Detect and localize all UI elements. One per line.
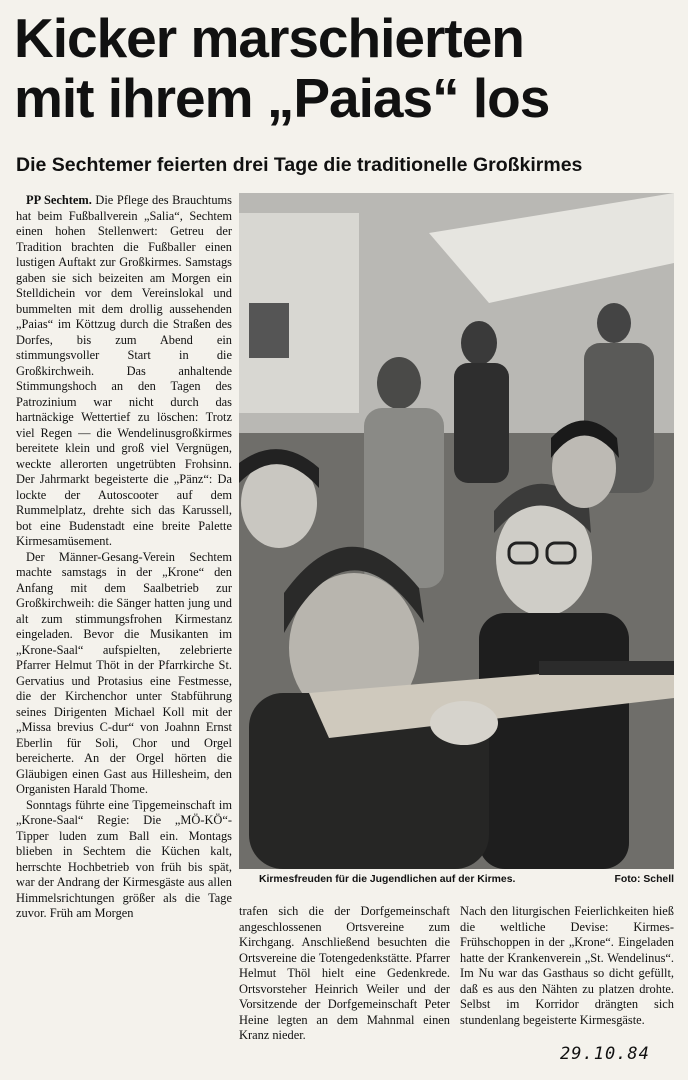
article-paragraph-1: [16, 193, 232, 550]
headline: [14, 8, 678, 128]
photo-window: [249, 303, 289, 358]
article-paragraph-2: Der Männer-Gesang-Verein Sechtem machte samstags in der „Krone“ den Anfang mit dem Saalbetrieb zur Großkirchweih: die Sänger hatten jung und alt zum stimmungsfrohen Kirmestanz eingeladen. Bevor die Musikanten im „Krone-Saal“ aufspielten, zelebrierte Pfarrer Helmut Thöt in der Pfarrkirche St. Gervatius und Protasius eine Festmesse, die der Kirchenchor unter Stabführung seines Dirigenten Michael Koll mit der „Missa brevius C-dur“ von Joahnn Ernst Eberlin für Soli, Chor und Orgel bereicherte. An der Orgel hörten die Gläubigen einen Gast aus Hillesheim, den Organisten Harald Thome.: [16, 549, 232, 796]
photo-illustration: [239, 193, 674, 869]
photo-boy-head: [377, 357, 421, 409]
photo-boy-glasses-jacket: [479, 613, 629, 869]
photo-credit: Foto: Schell: [614, 874, 674, 885]
handwritten-date: 29.10.84: [560, 1044, 650, 1064]
photo-hand: [430, 701, 498, 745]
photo-rifle-barrel: [539, 661, 674, 675]
article-column-3: [460, 904, 674, 1028]
article-paragraph-5: Nach den liturgischen Feierlichkeiten hieß die weltliche Devise: Kirmes-Frühschoppen in der „Krone“. Eingeladen hatte der Krankenverein „St. Wendelinus“. Im Nu war das Gasthaus so dicht gefüllt, daß es aus den Nähten zu platzen drohte. Selbst im Korridor drängten sich stundenlang begeisterte Kirmesgäste.: [460, 904, 674, 1027]
subheadline: Die Sechtemer feierten drei Tage die traditionelle Großkirmes: [16, 154, 583, 176]
article-paragraph-4: trafen sich die der Dorfgemeinschaft angeschlossenen Ortsvereine zum Kirchgang. Anschließend besuchten die Ortsvereine die Totengedenkstätte. Pfarrer Helmut Thöl hielt eine Gedenkrede. Ortsvorsteher Heinrich Weiler und der Vorsitzende der Dorfgemeinschaft Peter Heine legten an dem Mahnmal einen Kranz nieder.: [239, 904, 450, 1042]
article-photo: [239, 193, 674, 869]
headline-line-1: Kicker marschierten: [14, 7, 524, 69]
article-paragraph-3: Sonntags führte eine Tipgemeinschaft im „Krone-Saal“ Regie: Die „MÖ-KÖ“-Tipper luden zum Ball ein. Montags blieben in Sechtem die Küchen kalt, herrschte Hochbetrieb von früh bis spät, war der Andrang der Kirmesgäste aus allen Himmelsrichtungen größer als die Tage zuvor. Früh am Morgen: [16, 797, 232, 920]
photo-person-head: [461, 321, 497, 365]
article-dateline: PP Sechtem.: [26, 193, 92, 207]
photo-person-body: [454, 363, 509, 483]
photo-caption: Kirmesfreuden für die Jugendlichen auf der Kirmes.: [259, 874, 516, 885]
headline-line-2: mit ihrem „Paias“ los: [14, 67, 550, 129]
article-column-1: [16, 193, 232, 922]
photo-person-head: [597, 303, 631, 343]
article-column-2: [239, 904, 450, 1044]
article-paragraph-1-text: Die Pflege des Brauchtums hat beim Fußballverein „Salia“, Sechtem einen hohen Stellenwert: Getreu der Tradition brachten die Fußballer einen lustigen Auftakt zur Großkirmes. Samstags gaben sie sich beizeiten am Morgen ein Stelldichein vor dem Vereinslokal und bummelten mit dem drollig aussehenden „Paias“ im Köttzug durch die Straßen des Dorfes, bis zum Abend ein stimmungsvoller Start in die Großkirchweih. Das anhaltende Stimmungshoch an den Tagen des Patrozinium war nicht durch das hartnäckige Wettertief zu löschen: Trotz viel Regen — die Wendelinusgroßkirmes bereitete klein und groß viel Vergnügen, weckte allerorten ungetrübten Frohsinn. Der Jahrmarkt begeisterte die „Pänz“: Da lockte der Autoscooter auf dem Rummelplatz, drehte sich das Karussell, bot eine Budenstadt eine breite Palette Kirmesamüsement.: [16, 193, 232, 548]
photo-caption-row: [259, 874, 674, 885]
